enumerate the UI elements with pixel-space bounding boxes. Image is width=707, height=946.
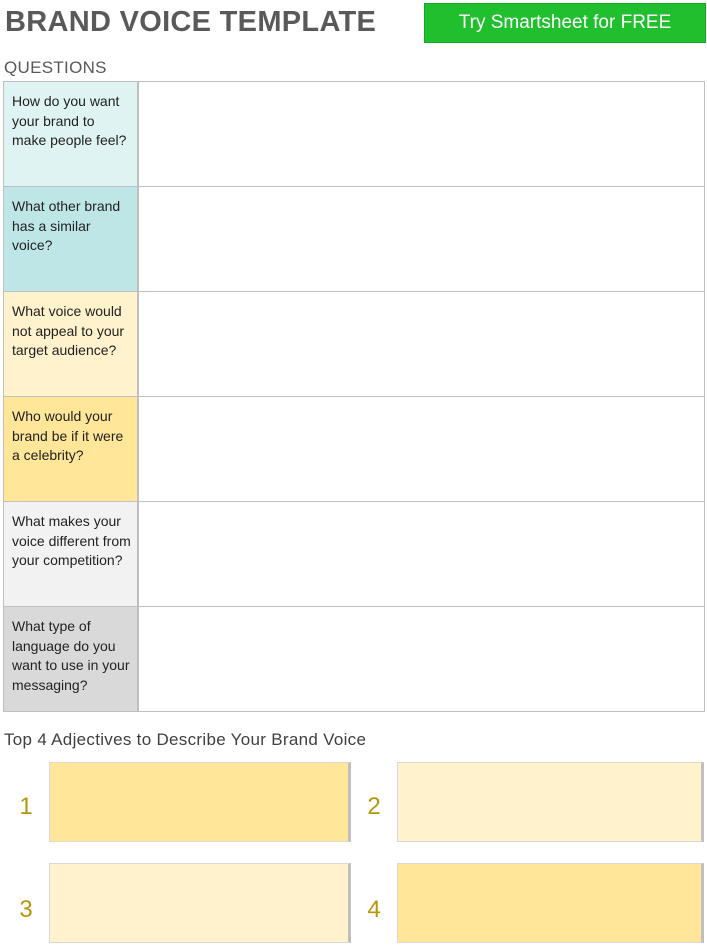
question-label-language: What type of language do you want to use in your messaging? <box>4 607 139 711</box>
question-label-celebrity: Who would your brand be if it were a celebrity? <box>4 397 139 501</box>
adjective-field-2[interactable] <box>397 762 704 842</box>
answer-field-not-appeal[interactable] <box>139 292 704 396</box>
answer-field-feel[interactable] <box>139 82 704 186</box>
question-label-different: What makes your voice different from your competition? <box>4 502 139 606</box>
question-row <box>4 607 705 712</box>
adjective-field-3[interactable] <box>49 863 351 943</box>
adjective-field-4[interactable] <box>397 863 704 943</box>
question-row <box>4 187 705 292</box>
question-row <box>4 82 705 187</box>
answer-field-similar-brand[interactable] <box>139 187 704 291</box>
adjective-number-1: 1 <box>19 793 33 820</box>
adjective-number-3: 3 <box>19 896 33 923</box>
answer-field-different[interactable] <box>139 502 704 606</box>
adjective-number-2: 2 <box>367 793 381 820</box>
question-row <box>4 292 705 397</box>
adjectives-heading: Top 4 Adjectives to Describe Your Brand Voice <box>4 730 367 749</box>
adjective-number-4: 4 <box>367 896 381 923</box>
question-row <box>4 502 705 607</box>
questions-table <box>3 81 705 712</box>
question-label-feel: How do you want your brand to make people feel? <box>4 82 139 186</box>
question-label-not-appeal: What voice would not appeal to your target audience? <box>4 292 139 396</box>
adjective-field-1[interactable] <box>49 762 351 842</box>
question-label-similar-brand: What other brand has a similar voice? <box>4 187 139 291</box>
try-smartsheet-button[interactable]: Try Smartsheet for FREE <box>424 3 706 43</box>
answer-field-celebrity[interactable] <box>139 397 704 501</box>
questions-heading: QUESTIONS <box>4 58 107 77</box>
answer-field-language[interactable] <box>139 607 704 711</box>
page-title: BRAND VOICE TEMPLATE <box>5 6 377 38</box>
question-row <box>4 397 705 502</box>
